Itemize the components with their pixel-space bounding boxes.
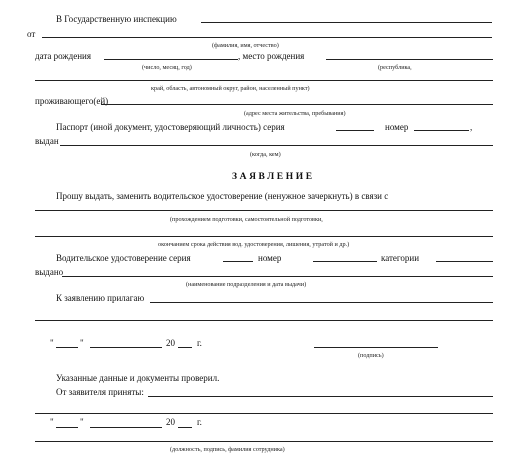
form-title: ЗАЯВЛЕНИЕ	[232, 172, 315, 182]
fio-line[interactable]	[42, 37, 492, 38]
reason-line-2[interactable]	[35, 236, 493, 237]
categories-line[interactable]	[436, 261, 493, 262]
attached-label: К заявлению прилагаю	[56, 293, 145, 303]
passport-label: Паспорт (иной документ, удостоверяющий личность) серия	[56, 122, 285, 132]
birth-place-line[interactable]	[326, 59, 493, 60]
passport-number-line[interactable]	[414, 130, 469, 131]
date-year-suffix: г.	[197, 338, 202, 348]
date-quote-open: "	[50, 338, 54, 348]
license-series-line[interactable]	[223, 261, 253, 262]
date-day-line[interactable]	[56, 347, 78, 348]
reason-caption-1: (прохождением подготовки, самостоятельной подготовки,	[170, 216, 323, 223]
issued-label: выдан	[35, 136, 59, 146]
address-line[interactable]	[101, 104, 493, 105]
date-quote-close: "	[80, 338, 84, 348]
division-caption: (наименование подразделения и дата выдачи)	[186, 281, 307, 288]
birth-date-line[interactable]	[104, 59, 238, 60]
license-issued-label: выдано	[35, 267, 64, 277]
passport-comma: ,	[470, 122, 473, 132]
categories-label: категории	[381, 253, 420, 263]
passport-number-label: номер	[385, 122, 409, 132]
license-number-line[interactable]	[313, 261, 377, 262]
residing-label: проживающего(ей)	[35, 96, 109, 106]
region-line[interactable]	[35, 80, 493, 81]
from-label: от	[27, 29, 36, 39]
birth-place-label: , место рождения	[238, 51, 305, 61]
region-caption: край, область, автономный округ, район, населенный пункт)	[151, 85, 310, 92]
passport-series-line[interactable]	[336, 130, 374, 131]
attached-line-1[interactable]	[150, 302, 493, 303]
officer-year-prefix: 20	[166, 417, 175, 427]
inspection-line[interactable]	[201, 22, 492, 23]
fio-caption: (фамилия, имя, отчество)	[212, 42, 279, 49]
attached-line-2[interactable]	[35, 320, 493, 321]
to-inspection-label: В Государственную инспекцию	[56, 14, 177, 24]
officer-year-line[interactable]	[178, 427, 192, 428]
signature-line[interactable]	[314, 347, 438, 348]
officer-caption: (должность, подпись, фамилия сотрудника)	[170, 446, 285, 453]
license-series-label: Водительское удостоверение серия	[56, 253, 191, 263]
republic-caption: (республика,	[378, 64, 412, 71]
birth-date-caption: (число, месяц, год)	[142, 64, 192, 71]
license-issued-line[interactable]	[62, 276, 493, 277]
issued-line[interactable]	[60, 145, 493, 146]
date-year-line[interactable]	[178, 347, 192, 348]
address-caption: (адрес места жительства, пребывания)	[244, 110, 346, 117]
reason-line-1[interactable]	[35, 210, 493, 211]
birth-date-label: дата рождения	[35, 51, 91, 61]
officer-month-line[interactable]	[90, 427, 162, 428]
accepted-line-2[interactable]	[35, 413, 493, 414]
date-month-line[interactable]	[90, 347, 162, 348]
license-number-label: номер	[258, 253, 282, 263]
accepted-label: От заявителя приняты:	[56, 387, 144, 397]
officer-quote-open: "	[50, 417, 54, 427]
checked-text: Указанные данные и документы проверил.	[56, 373, 220, 383]
signature-caption: (подпись)	[358, 352, 384, 359]
date-year-prefix: 20	[166, 338, 175, 348]
reason-caption-2: окончанием срока действия вод. удостоверения, лишения, утратой и др.)	[158, 241, 350, 248]
officer-year-suffix: г.	[197, 417, 202, 427]
accepted-line-1[interactable]	[148, 396, 493, 397]
officer-day-line[interactable]	[56, 427, 78, 428]
officer-line[interactable]	[35, 441, 493, 442]
officer-quote-close: "	[80, 417, 84, 427]
when-whom-caption: (когда, кем)	[250, 151, 281, 158]
request-text: Прошу выдать, заменить водительское удостоверение (ненужное зачеркнуть) в связи с	[56, 191, 389, 201]
